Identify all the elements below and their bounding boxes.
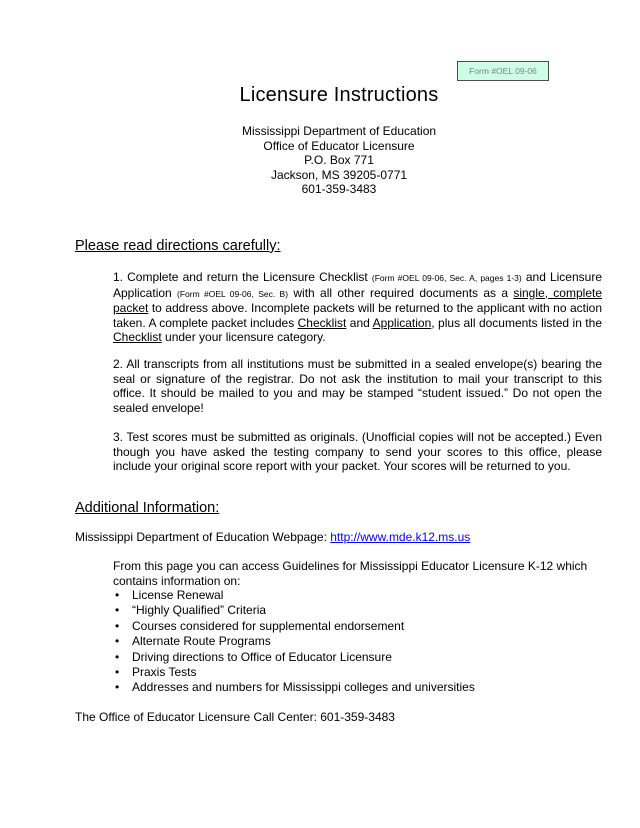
webpage-link[interactable]: http://www.mde.k12.ms.us [330, 530, 471, 544]
list-item-text: Alternate Route Programs [132, 634, 271, 649]
bullet-icon: • [115, 665, 120, 680]
guidelines-intro: From this page you can access Guidelines for Mississippi Educator Licensure K-12 which contains information on: [113, 559, 588, 588]
direction-1-text-f: , plus all documents listed in the [431, 315, 602, 330]
list-item [113, 665, 475, 680]
webpage-label: Mississippi Department of Education Webpage: [75, 530, 331, 544]
list-item-text: “Highly Qualified” Criteria [132, 603, 267, 618]
directions-heading: Please read directions carefully: [75, 238, 281, 254]
address-line-phone: 601-359-3483 [301, 182, 377, 196]
direction-item-2: 2. All transcripts from all institutions must be submitted in a sealed envelope(s) bearing the seal or signature of the registrar. Do not ask the institution to mail your transcript to this office. It should be mailed to you and may be stamped “student issued.” Do not open the sealed envelope! [113, 357, 602, 415]
list-item-text: Driving directions to Office of Educator Licensure [132, 649, 392, 664]
list-item [113, 650, 475, 665]
list-item-text: Addresses and numbers for Mississippi colleges and universities [132, 680, 475, 695]
direction-1-application-term: Application [372, 315, 432, 330]
bullet-icon: • [115, 634, 120, 649]
list-item [113, 680, 475, 695]
direction-1-checklist-term: Checklist [297, 315, 347, 330]
direction-1-text-e: and [346, 315, 373, 330]
direction-item-3: 3. Test scores must be submitted as originals. (Unofficial copies will not be accepted.) Even though you have asked the testing company to send your scores to this office, please include your original score report with your packet. Your scores will be returned to you. [113, 430, 602, 473]
list-item [113, 588, 475, 603]
direction-item-1 [113, 270, 602, 345]
page-title: Licensure Instructions [239, 84, 439, 106]
direction-1-text-g: under your licensure category. [161, 330, 326, 344]
additional-info-heading: Additional Information: [75, 500, 220, 516]
form-number-badge: Form #OEL 09-06 [457, 61, 549, 81]
list-item [113, 603, 475, 618]
bullet-icon: • [115, 603, 120, 618]
list-item [113, 634, 475, 649]
direction-1-text-d: to address above. Incomplete packets will be returned to the applicant with no action taken. A complete packet includes [113, 301, 602, 330]
direction-1-text-a: 1. Complete and return the Licensure Checklist [113, 270, 372, 284]
list-item-text: Courses considered for supplemental endorsement [132, 618, 405, 633]
list-item-text: License Renewal [132, 588, 224, 602]
bullet-icon: • [115, 649, 120, 664]
address-line-office: Office of Educator Licensure [263, 138, 415, 153]
direction-1-checklist-form-ref: (Form #OEL 09-06, Sec. A, pages 1-3) [371, 273, 522, 283]
direction-1-checklist-term-2: Checklist [113, 330, 162, 344]
call-center-line: The Office of Educator Licensure Call Center: 601-359-3483 [75, 710, 395, 724]
bullet-icon: • [115, 588, 120, 602]
address-line-city: Jackson, MS 39205-0771 [270, 167, 408, 182]
direction-1-single-packet: single, complete packet [113, 285, 602, 315]
direction-1-application-form-ref: (Form #OEL 09-06, Sec. B) [177, 288, 289, 299]
direction-1-text-c: with all other required documents as a [288, 285, 514, 300]
webpage-line [75, 530, 470, 545]
list-item [113, 619, 475, 634]
direction-1-text-b: and Licensure Application [113, 270, 603, 300]
address-line-po-box: P.O. Box 771 [304, 153, 374, 167]
bullet-icon: • [115, 680, 120, 695]
guidelines-topic-list [113, 588, 475, 696]
address-line-department: Mississippi Department of Education [241, 124, 437, 138]
list-item-text: Praxis Tests [132, 665, 197, 680]
office-address [0, 124, 640, 197]
bullet-icon: • [115, 618, 120, 633]
